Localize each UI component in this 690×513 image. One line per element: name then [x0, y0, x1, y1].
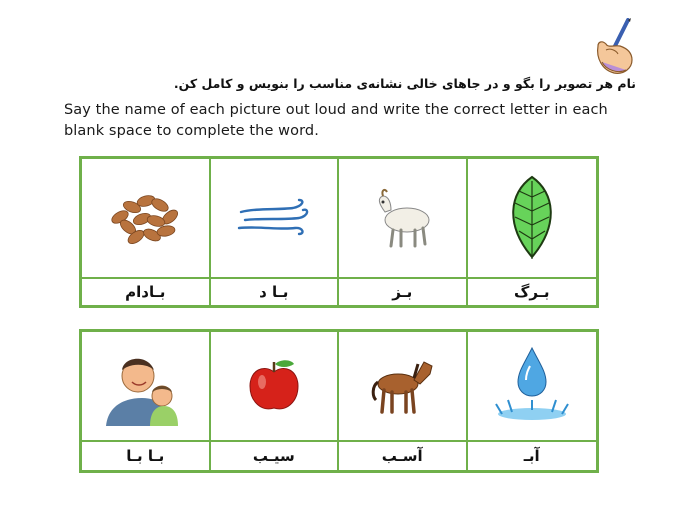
picture-cell-goat: [339, 159, 468, 279]
word-text: بـا د: [259, 283, 289, 301]
goat-image: [369, 186, 435, 250]
picture-cell-leaf: [468, 159, 597, 279]
horse-image: [368, 356, 436, 416]
word-cell-baba[interactable]: [82, 442, 211, 470]
persian-instruction: نام هر تصویر را بگو و در جاهای خالی نشانه‌ی مناسب را بنویس و کامل کن.: [173, 76, 636, 91]
father-child-image: [102, 346, 188, 426]
word-text: بـادام: [125, 283, 166, 301]
english-instruction: Say the name of each picture out loud and write the correct letter in each blank space to complete the word.: [64, 102, 608, 139]
almonds-image: [106, 187, 184, 249]
word-cell-badam[interactable]: [82, 279, 211, 305]
word-text: بـز: [392, 283, 413, 301]
word-cell-ab[interactable]: [468, 442, 597, 470]
picture-cell-father: [82, 332, 211, 442]
word-text: سیـب: [252, 447, 295, 465]
apple-image: [246, 358, 302, 414]
word-grid-1: [79, 156, 599, 308]
wind-image: [237, 198, 311, 238]
word-cell-barg[interactable]: [468, 279, 597, 305]
hand-pencil-icon: [592, 18, 638, 76]
water-drop-image: [492, 344, 572, 428]
picture-cell-water: [468, 332, 597, 442]
word-text: آبـ: [523, 447, 540, 465]
word-cell-bad[interactable]: [211, 279, 340, 305]
word-text: بـا بـا: [126, 447, 165, 465]
picture-cell-apple: [211, 332, 340, 442]
picture-cell-wind: [211, 159, 340, 279]
word-cell-boz[interactable]: [339, 279, 468, 305]
picture-cell-horse: [339, 332, 468, 442]
picture-cell-almonds: [82, 159, 211, 279]
word-text: بـرگ: [514, 283, 550, 301]
leaf-image: [505, 175, 559, 261]
word-cell-asb[interactable]: [339, 442, 468, 470]
word-grid-2: [79, 329, 599, 473]
word-text: آسـب: [381, 447, 423, 465]
word-cell-sib[interactable]: [211, 442, 340, 470]
